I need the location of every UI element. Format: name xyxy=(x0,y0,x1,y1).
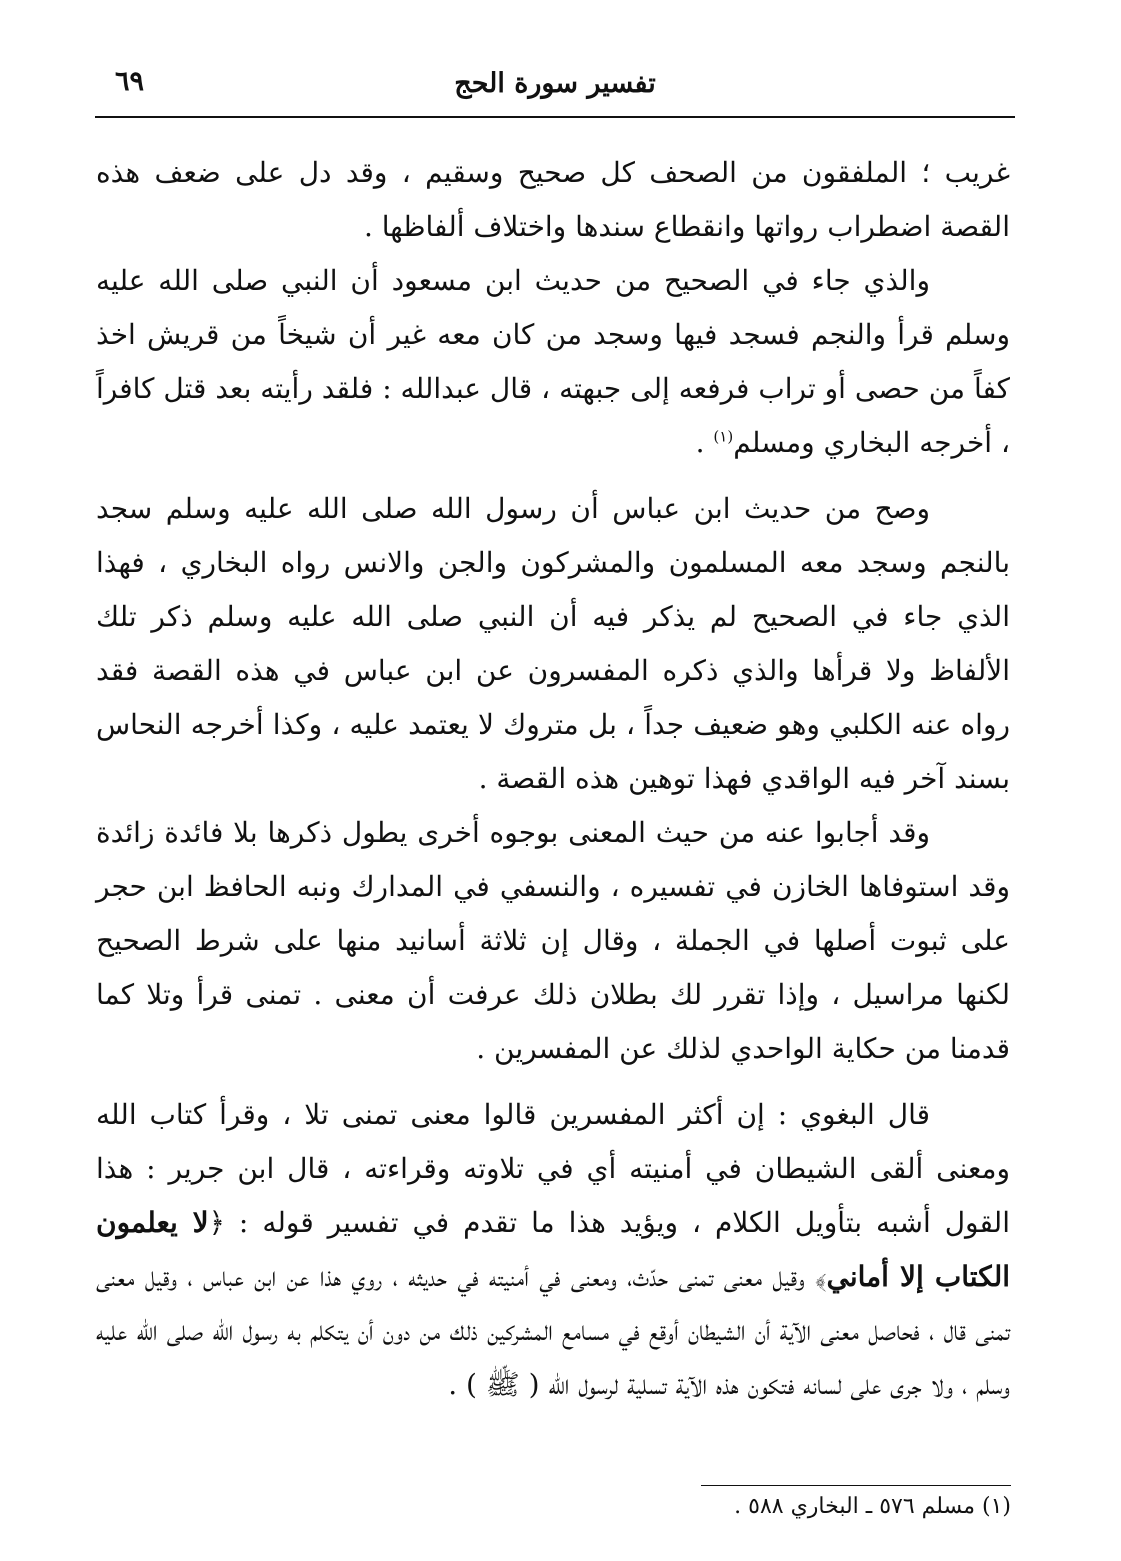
quran-bracket-open: ﴿ xyxy=(208,1206,225,1239)
paragraph-text: غريب ؛ الملفقون من الصحف كل صحيح وسقيم ، وقد دل على ضعف هذه القصة اضطراب رواتها وانقطاع سندها واختلاف ألفاظها . xyxy=(96,156,1010,243)
footnote-reference: (١) xyxy=(713,427,734,446)
quran-bracket-close: ﴾ xyxy=(814,1260,827,1293)
main-text xyxy=(96,146,1010,1412)
paragraph-4 xyxy=(96,806,1010,1076)
running-title: تفسير سورة الحج xyxy=(454,68,656,99)
paragraph-text-end: . xyxy=(695,426,714,459)
footnote: (١) مسلم ٥٧٦ ـ البخاري ٥٨٨ . xyxy=(734,1494,1011,1519)
paragraph-2 xyxy=(96,254,1010,470)
paragraph-text: والذي جاء في الصحيح من حديث ابن مسعود أن النبي صلى الله عليه وسلم قرأ والنجم فسجد فيها وسجد من كان معه غير أن شيخاً من قريش اخذ كفاً من حصى أو تراب فرفعه إلى جبهته ، قال عبدالله : فلقد رأيته بعد قتل كافراً ، أخرجه البخاري ومسلم xyxy=(96,264,1010,459)
paragraph-1 xyxy=(96,146,1010,254)
paragraph-text: وقد أجابوا عنه من حيث المعنى بوجوه أخرى يطول ذكرها بلا فائدة زائدة وقد استوفاها الخازن في تفسيره ، والنسفي في المدارك ونبه الحافظ ابن حجر على ثبوت أصلها في الجملة ، وقال إن ثلاثة أسانيد منها على شرط الصحيح لكنها مراسيل ، وإذا تقرر لك بطلان ذلك عرفت أن معنى . تمنى قرأ وتلا كما قدمنا من حكاية الواحدي لذلك عن المفسرين . xyxy=(96,816,1010,1065)
paragraph-text: قال البغوي : إن أكثر المفسرين قالوا معنى تمنى تلا ، وقرأ كتاب الله ومعنى ألقى الشيطان في أمنيته أي في تلاوته وقراءته ، قال ابن جرير : هذا القول أشبه بتأويل الكلام ، ويؤيد هذا ما تقدم في تفسير قوله : xyxy=(96,1098,1010,1239)
paragraph-3 xyxy=(96,482,1010,806)
footnote-rule xyxy=(701,1485,1011,1486)
page-number: ٦٩ xyxy=(115,66,145,97)
paragraph-text-end: وقيل معنى تمنى حدّث، ومعنى في أمنيته في حديثه ، روي هذا عن ابن عباس ، وقيل معنى تمنى قال ، فحاصل معنى الآية أن الشيطان أوقع في مسامع المشركين ذلك من دون أن يتكلم به رسول الله صلى الله عليه وسلم ، ولا جرى على لسانه فتكون هذه الآية تسلية لرسول الله ( ﷺ ) . xyxy=(96,1260,1010,1401)
paragraph-text: وصح من حديث ابن عباس أن رسول الله صلى الله عليه وسلم سجد بالنجم وسجد معه المسلمون والمشركون والجن والانس رواه البخاري ، فهذا الذي جاء في الصحيح لم يذكر فيه أن النبي صلى الله عليه وسلم ذكر تلك الألفاظ ولا قرأها والذي ذكره المفسرون عن ابن عباس في هذه القصة فقد رواه عنه الكلبي وهو ضعيف جداً ، بل متروك لا يعتمد عليه ، وكذا أخرجه النحاس بسند آخر فيه الواقدي فهذا توهين هذه القصة . xyxy=(96,492,1010,795)
header-rule xyxy=(95,116,1015,118)
quran-quote: لا يعلمون الكتاب إلا أماني xyxy=(96,1206,1010,1293)
paragraph-5 xyxy=(96,1088,1010,1412)
page-header xyxy=(95,62,1015,112)
